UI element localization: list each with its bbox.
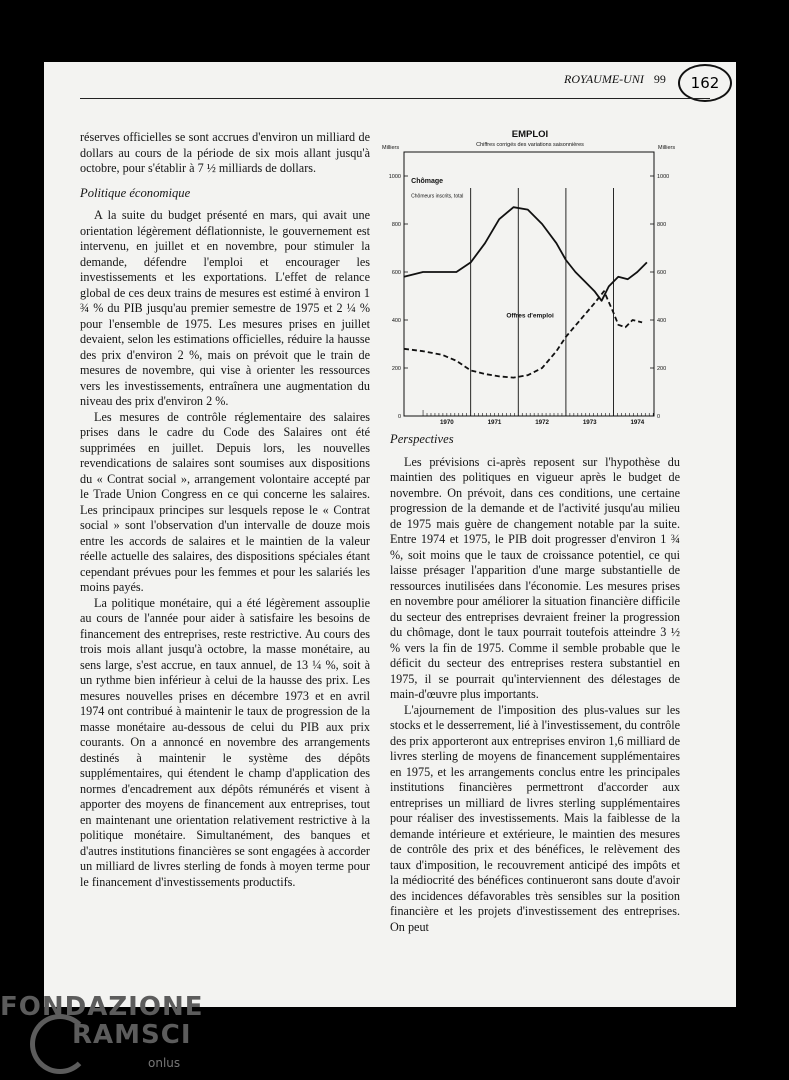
plot-layer	[389, 174, 670, 426]
y-tick-label-left: 200	[391, 366, 401, 372]
y-tick-label-left: 400	[391, 318, 401, 324]
header-country: ROYAUME-UNI	[564, 72, 644, 86]
right-column	[390, 432, 680, 935]
x-tick-label: 1971	[487, 419, 502, 426]
section-heading-politique: Politique économique	[80, 185, 191, 200]
intro-paragraph: réserves officielles se sont accrues d'environ un milliard de dollars au cours de la période de six mois allant jusqu'à octobre, pour s'établir à 7 ½ milliards de dollars.	[80, 130, 370, 175]
x-tick-label: 1970	[439, 419, 454, 426]
watermark-line3: onlus	[148, 1056, 181, 1070]
y-tick-label-right: 800	[657, 222, 667, 228]
series-note-chomage: Chômeurs inscrits, total	[411, 193, 464, 200]
chart-subtitle: Chiffres corrigés des variations saisonnières	[476, 142, 584, 148]
chart-title: EMPLOI	[511, 129, 549, 140]
paragraph: Les prévisions ci-après reposent sur l'hypothèse du maintien des politiques en vigueur après le budget de novembre. On prévoit, dans ces conditions, une certaine progression de la demande et de l'activité jusqu'au milieu de 1975 mais guère de changement notable par la suite. Entre 1974 et 1975, le PIB doit progresser d'environ 1 ¾ %, soit moins que le taux de croissance potentiel, ce qui laisse présager l'apparition d'une marge substantielle de ressources inutilisées dans l'économie. Les mesures prises en novembre pour améliorer la situation financière difficile du secteur des entreprises devraient freiner la progression du chômage, dont le taux pourrait toutefois atteindre 3 ½ % vers la fin de 1975. Comme il semble probable que le déficit du secteur des entreprises restera substantiel en 1975, il se pourrait qu'interviennent des délestages de main-d'œuvre plus importants.	[390, 454, 680, 701]
y-tick-label-left: 1000	[388, 174, 401, 180]
y-axis-label-left: Milliers	[382, 145, 400, 151]
running-header	[564, 72, 684, 87]
section-heading-perspectives: Perspectives	[390, 432, 454, 446]
handwritten-page-stamp: 162	[678, 64, 732, 102]
chart-svg	[380, 128, 680, 428]
y-tick-label-left: 600	[391, 270, 401, 276]
y-tick-label-right: 400	[657, 318, 667, 324]
y-tick-label-right: 0	[657, 414, 661, 420]
paragraph: La politique monétaire, qui a été légèrement assouplie au cours de l'année pour aider à satisfaire les besoins de financement des entreprises, reste restrictive. Au cours des trois mois allant jusqu'à octobre, la masse monétaire, au sens large, s'est accrue, en taux annuel, de 13 ¼ %, soit à un rythme bien inférieur à celui de la hausse des prix. Les mesures nouvelles prises en décembre 1973 et en avril 1974 ont contribué à maintenir le taux de progression de la masse monétaire au-dessous de celui du PIB aux prix courants. On a annoncé en novembre des arrangements destinés à maintenir le système des dépôts supplémentaires, qui étendent le champ d'application des normes d'encadrement aux dépôts rémunérés et visent à apporter des moyens de financement aux entreprises, tout en maintenant une orientation relativement restrictive à la politique monétaire. Simultanément, des banques et d'autres institutions financières se sont engagées à accorder un milliard de livres sterling de fonds à moyen terme pour le financement d'investissements productifs.	[80, 595, 370, 889]
page-number: 99	[653, 72, 666, 86]
x-tick-label: 1974	[630, 419, 645, 426]
series-chomage	[404, 207, 647, 301]
paragraph: Les mesures de contrôle réglementaire des salaires prises dans le cadre du Code des Salaires ont été supprimées en juillet. Depuis lors, les nouvelles revendications de salaires sont soumises aux dispositions du « Contrat social », arrangement volontaire accepté par le Trade Union Congress en ce qui concerne les salaires. Les principaux principes sur lesquels repose le « Contrat social » sont l'observation d'un intervalle de douze mois entre les accords de salaires et le maintien de la valeur réelle actuelle des salaires, des dispositions spéciales étant cependant prévues pour les femmes et pour les salariés les moins payés.	[80, 409, 370, 594]
employment-chart	[380, 128, 680, 428]
document-page	[44, 62, 736, 1007]
series-offres-emploi	[404, 291, 642, 377]
header-rule	[80, 98, 710, 99]
y-tick-label-right: 1000	[657, 174, 670, 180]
x-tick-label: 1973	[582, 419, 597, 426]
series-label-offres: Offres d'emploi	[506, 312, 554, 320]
y-axis-label-right: Milliers	[658, 145, 676, 151]
y-tick-label-right: 200	[657, 366, 667, 372]
paragraph: A la suite du budget présenté en mars, qui avait une orientation légèrement déflationniste, le gouvernement est intervenu, en juillet et en novembre, pour stimuler la demande, défendre l'emploi et encourager les investissements et les exportations. L'effet de relance global de ces deux trains de mesures est estimé à environ 1 ¾ % du PIB jusqu'au premier semestre de 1975 et 2 ¼ % pour l'ensemble de 1975. Les mesures prises en juillet devaient, selon les estimations officielles, réduire la hausse des prix d'environ 2 %, mais on prévoit que le train de mesures de novembre, qui vise à orienter les ressources vers les investissements, entraînera une augmentation du niveau des prix d'environ 2 %.	[80, 208, 370, 408]
watermark-line2: RAMSCI	[72, 1020, 192, 1050]
y-tick-label-right: 600	[657, 270, 667, 276]
left-column	[80, 130, 370, 890]
y-tick-label-left: 0	[397, 414, 401, 420]
paragraph: L'ajournement de l'imposition des plus-values sur les stocks et le desserrement, lié à l'investissement, du contrôle des prix apporteront aux entreprises environ 1,6 milliard de livres sterling de moyens de financement supplémentaires en 1975, et les arrangements conclus entre les principales institutions financières permettront d'accorder aux entreprises un milliard de livres sterling supplémentaires pour réaliser des investissements. Mais la faiblesse de la demande intérieure et extérieure, le maintien des mesures de contrôle des prix et des bénéfices, le relèvement des taux d'imposition, le recouvrement anticipé des impôts et la médiocrité des bénéfices continueront sans doute d'avoir des incidences défavorables très sensibles sur la position financière et les projets d'investissement des entreprises. On peut	[390, 702, 680, 934]
x-tick-label: 1972	[535, 419, 549, 426]
plot-frame	[404, 152, 654, 416]
series-label-chomage: Chômage	[411, 178, 444, 186]
y-tick-label-left: 800	[391, 222, 401, 228]
watermark-line1: FONDAZIONE	[0, 992, 204, 1022]
archive-watermark	[0, 990, 260, 1080]
